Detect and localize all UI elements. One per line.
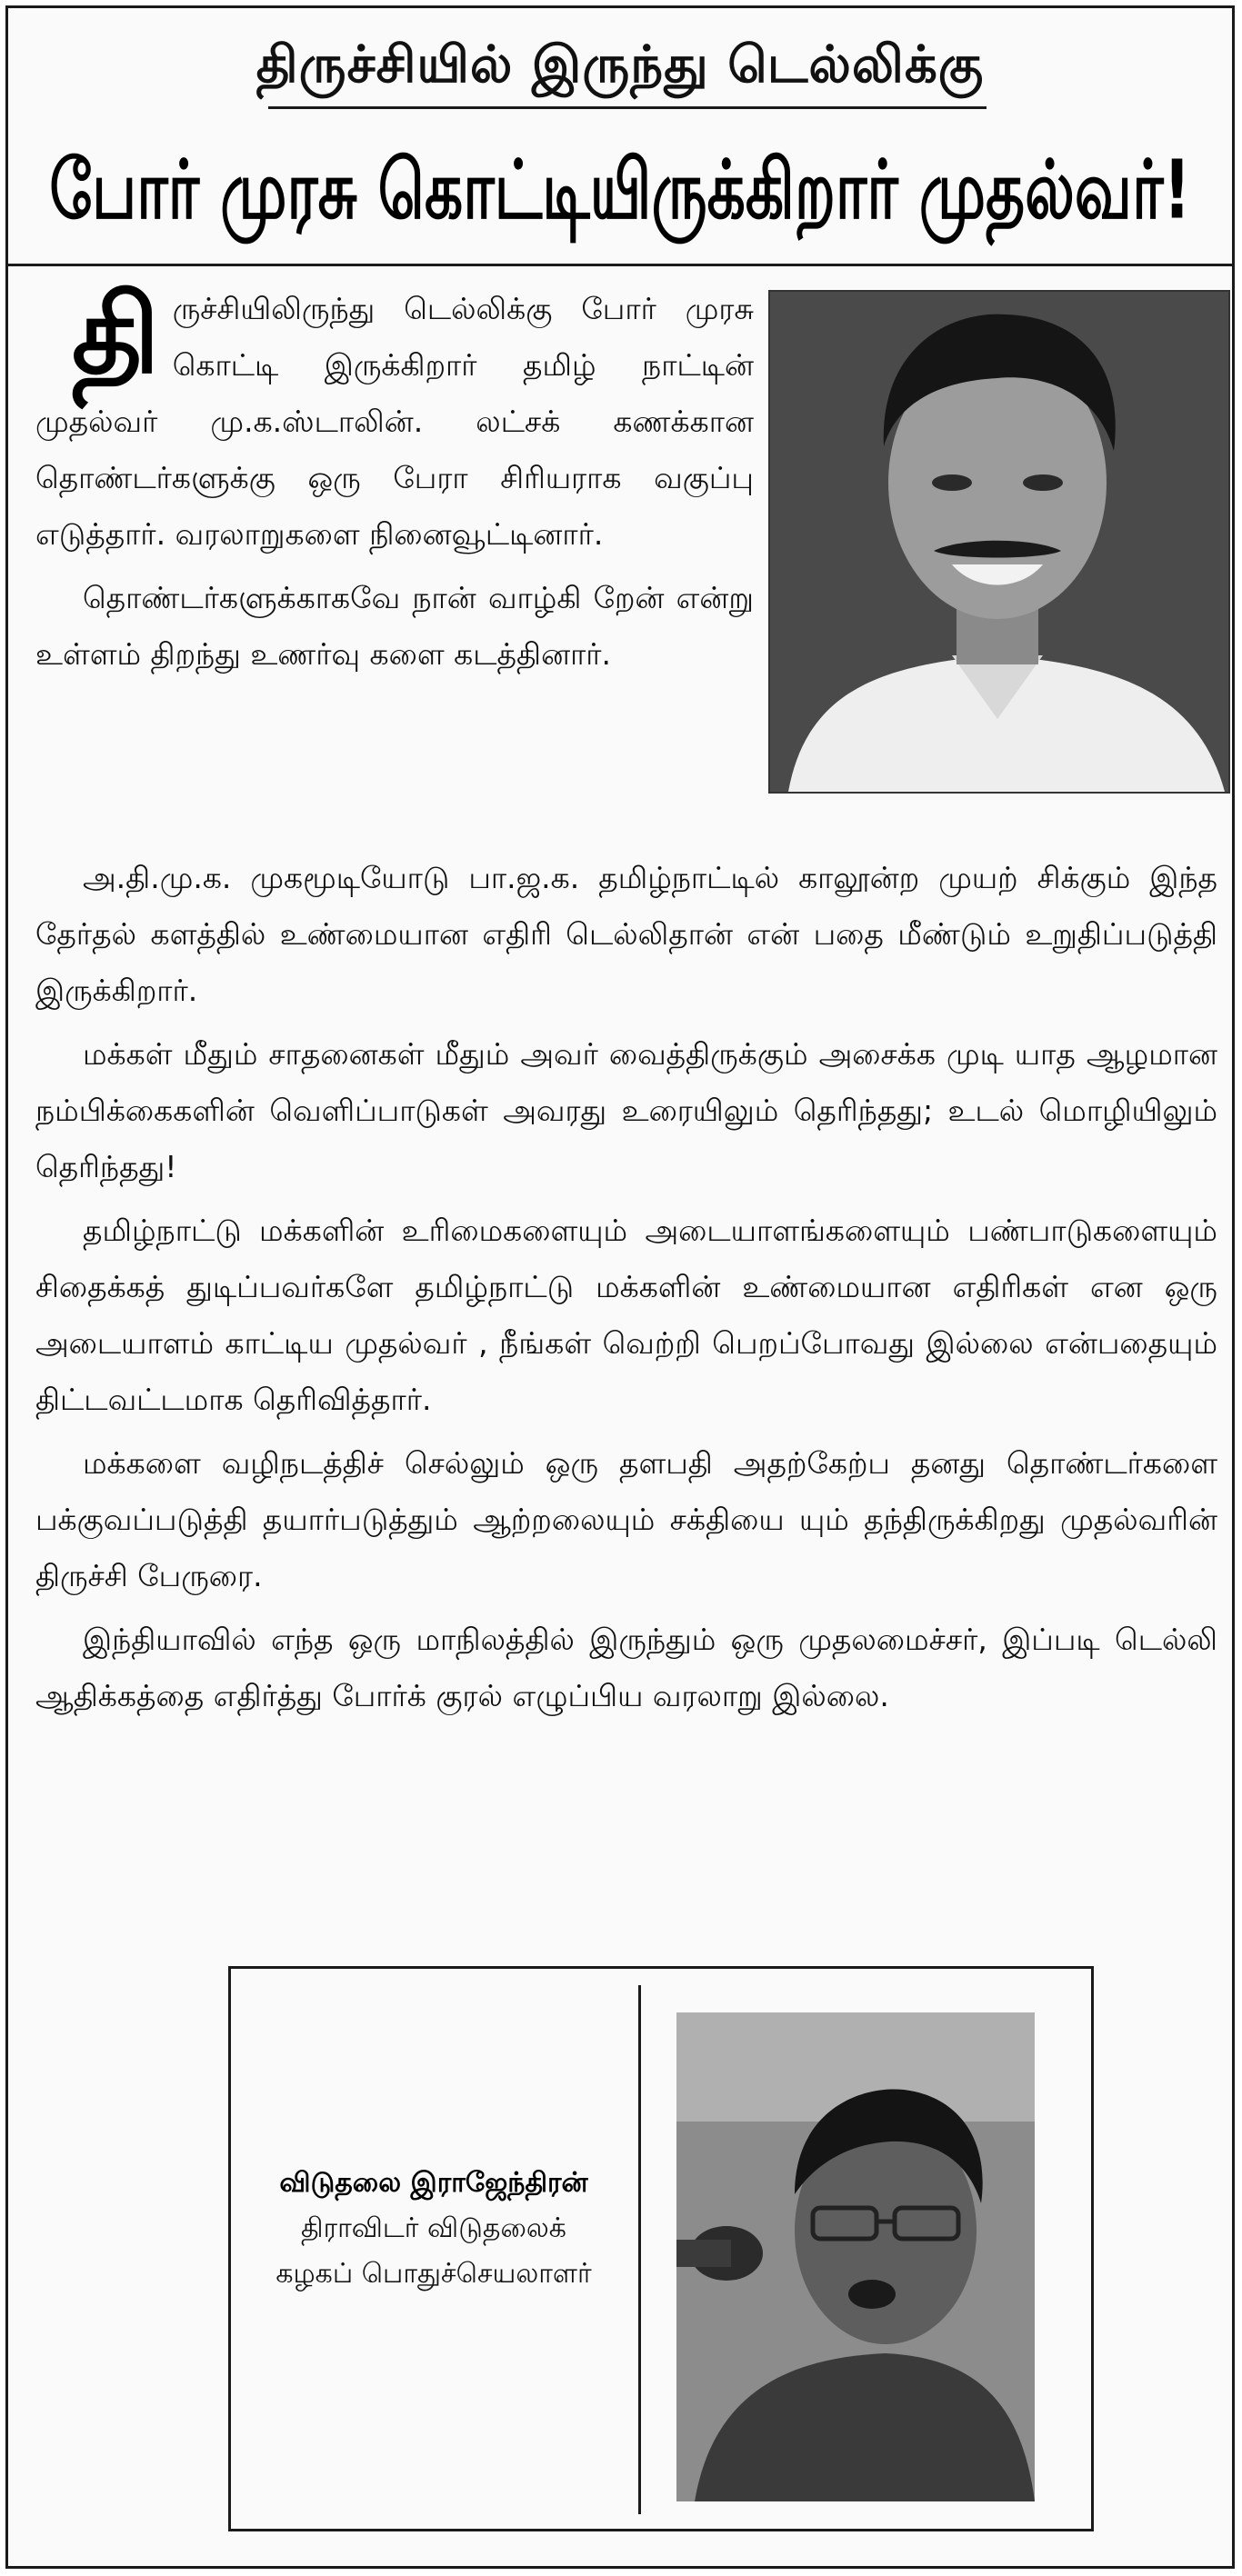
article-frame: [5, 5, 1235, 2569]
article-headline: போர் முரசு கொட்டியிருக்கிறார் முதல்வர்!: [49, 143, 1191, 237]
paragraph-6: மக்களை வழிநடத்திச் செல்லும் ஒரு தளபதி அதற்கேற்ப தனது தொண்டர்களை பக்குவப்படுத்தி தயார்படுத்தும் ஆற்றலையும் சக்தியை யும் தந்திருக்கிறது முதல்வரின் திருச்சி பேருரை.: [35, 1445, 1217, 1593]
author-role-line-1: திராவிடர் விடுதலைக்: [301, 2212, 566, 2244]
drop-cap: தி: [72, 271, 160, 397]
paragraph-1-text: ருச்சியிலிருந்து டெல்லிக்கு போர் முரசு கொட்டி இருக்கிறார் தமிழ் நாட்டின் முதல்வர் மு.க.ஸ்டாலின். லட்சக் கணக்கான தொண்டர்களுக்கு ஒரு பேரா சிரியராக வகுப்பு எடுத்தார். வரலாறுகளை நினைவூட்டினார்.: [35, 291, 754, 552]
kicker-underline: [268, 106, 987, 109]
author-box: [228, 1966, 1094, 2531]
chief-minister-portrait-illustration: [770, 292, 1228, 792]
chief-minister-photo: [768, 290, 1230, 794]
author-name: விடுதலை இராஜேந்திரன்: [279, 2167, 588, 2199]
author-role-line-2: கழகப் பொதுச்செயலாளர்: [275, 2258, 592, 2290]
paragraph-4: மக்கள் மீதும் சாதனைகள் மீதும் அவர் வைத்திருக்கும் அசைக்க முடி யாத ஆழமான நம்பிக்கைகளின் வெளிப்பாடுகள் அவரது உரையிலும் தெரிந்தது; உடல் மொழியிலும் தெரிந்தது!: [35, 1036, 1217, 1184]
author-portrait-illustration: [676, 2012, 1035, 2501]
article-column-full: [35, 850, 1217, 1732]
paragraph-7: இந்தியாவில் எந்த ஒரு மாநிலத்தில் இருந்தும் ஒரு முதலமைச்சர், இப்படி டெல்லி ஆதிக்கத்தை எதிர்த்து போர்க் குரல் எழுப்பிய வரலாறு இல்லை.: [35, 1622, 1217, 1713]
paragraph-3: அ.தி.மு.க. முகமூடியோடு பா.ஜ.க. தமிழ்நாட்டில் காலூன்ற முயற் சிக்கும் இந்த தேர்தல் களத்தில் உண்மையான எதிரி டெல்லிதான் என் பதை மீண்டும் உறுதிப்படுத்தி இருக்கிறார்.: [35, 860, 1217, 1008]
paragraph-2: தொண்டர்களுக்காகவே நான் வாழ்கி றேன் என்று உள்ளம் திறந்து உணர்வு களை கடத்தினார்.: [35, 580, 754, 672]
paragraph-1: [35, 271, 754, 563]
article-header: [8, 8, 1232, 266]
article-column-left: [35, 271, 754, 690]
paragraph-5: தமிழ்நாட்டு மக்களின் உரிமைகளையும் அடையாளங்களையும் பண்பாடுகளையும் சிதைக்கத் துடிப்பவர்களே தமிழ்நாட்டு மக்களின் உண்மையான எதிரிகள் என ஒரு அடையாளம் காட்டிய முதல்வர் , நீங்கள் வெற்றி பெறப்போவது இல்லை என்பதையும் திட்டவட்டமாக தெரிவித்தார்.: [35, 1213, 1217, 1417]
article-kicker: திருச்சியில் இருந்து டெல்லிக்கு: [255, 35, 985, 95]
author-photo: [676, 2012, 1035, 2501]
author-box-divider: [638, 1985, 641, 2514]
